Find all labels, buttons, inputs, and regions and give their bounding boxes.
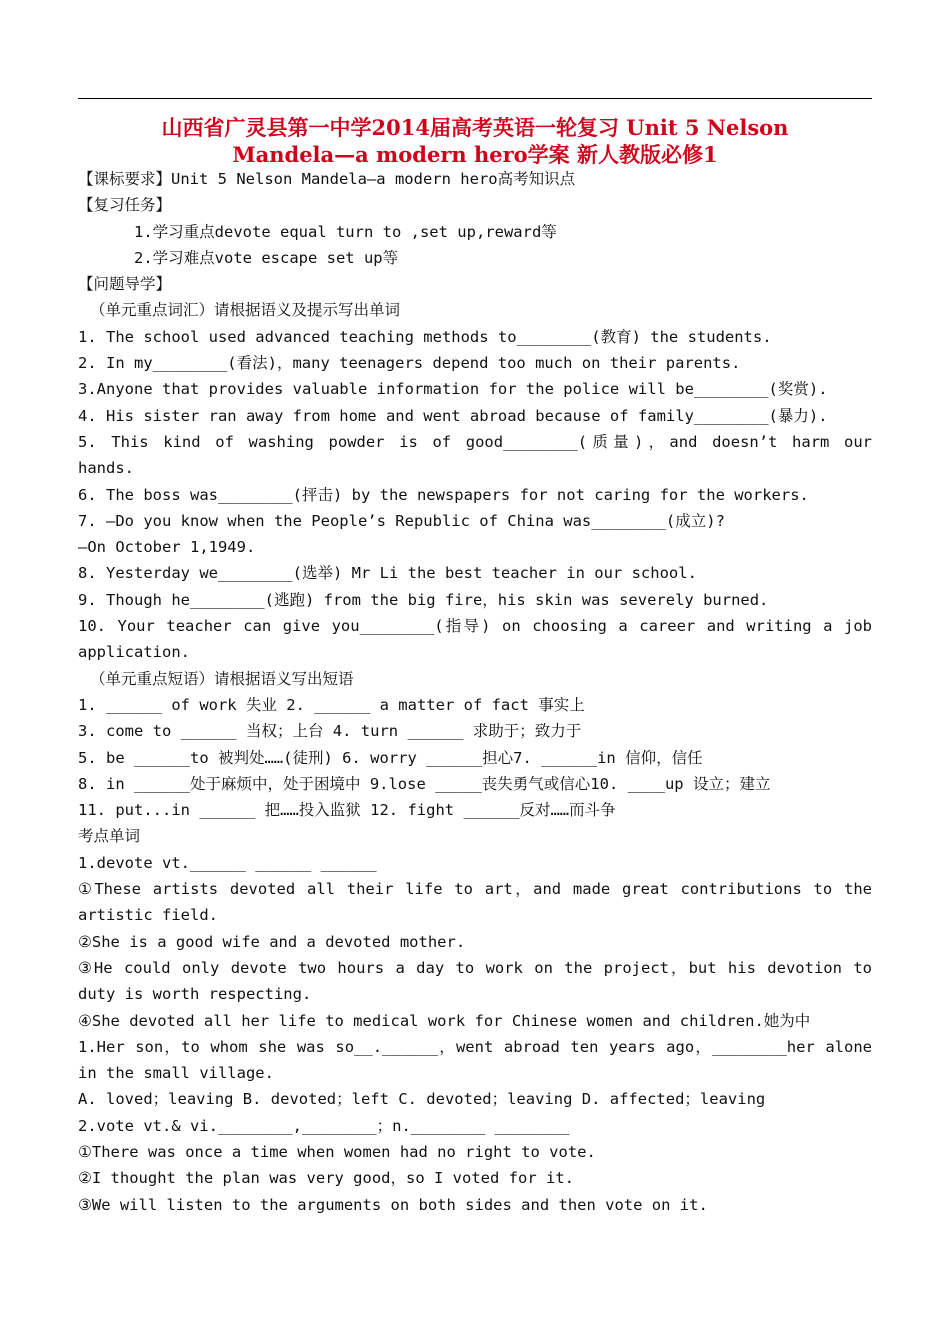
text-line: ①These artists devoted all their life to art，and made great contributions to the (78, 880, 872, 899)
document-title (78, 114, 872, 168)
title-line-1: 山西省广灵县第一中学2014届高考英语一轮复习 Unit 5 Nelson (161, 115, 789, 140)
text-line: 3. come to ______ 当权；上台 4. turn ______ 求助于；致力于 (78, 722, 582, 741)
text-line: 4. His sister ran away from home and went abroad because of family________(暴力). (78, 406, 828, 425)
text-line: 5. be ______to 被判处……(徒刑) 6. worry ______担心7. ______in 信仰，信任 (78, 748, 703, 767)
text-line: artistic field. (78, 906, 218, 925)
text-line: A. loved；leaving B. devoted；left C. devoted；leaving D. affected；leaving (78, 1090, 766, 1109)
text-line: 1.学习重点devote equal turn to ,set up,reward等 (134, 222, 557, 241)
text-line: ②I thought the plan was very good，so I voted for it. (78, 1169, 574, 1188)
text-line: 11. put...in ______ 把……投入监狱 12. fight ______反对……而斗争 (78, 801, 616, 820)
text-line: 3.Anyone that provides valuable information for the police will be________(奖赏). (78, 380, 828, 399)
text-line: duty is worth respecting. (78, 985, 312, 1004)
text-line: in the small village. (78, 1064, 274, 1083)
text-line: 8. Yesterday we________(选举) Mr Li the best teacher in our school. (78, 564, 697, 583)
text-line: （单元重点词汇）请根据语义及提示写出单词 (90, 301, 401, 320)
text-line: 5. This kind of washing powder is of good________(质量)，and doesn’t harm our (78, 432, 872, 451)
text-line: 1. The school used advanced teaching methods to________(教育) the students. (78, 327, 772, 346)
text-line: 【课标要求】Unit 5 Nelson Mandela—a modern hero高考知识点 (78, 170, 576, 188)
text-line: 2.vote vt.& vi.________,________；n.________ ________ (78, 1116, 570, 1135)
title-line-2: Mandela—a modern hero学案 新人教版必修1 (232, 142, 718, 167)
text-line: hands. (78, 459, 134, 478)
text-line: ④She devoted all her life to medical work for Chinese women and children.她为中 (78, 1011, 811, 1030)
header-rule (78, 98, 872, 99)
text-line: 8. in ______处于麻烦中，处于困境中 9.lose _____丧失勇气或信心10. ____up 设立；建立 (78, 774, 771, 793)
text-line: application. (78, 643, 190, 662)
text-line: ①There was once a time when women had no right to vote. (78, 1142, 596, 1161)
text-line: ②She is a good wife and a devoted mother. (78, 932, 466, 951)
document-body (78, 166, 872, 1218)
text-line: 1.Her son，to whom she was so__.______，went abroad ten years ago，________her alone (78, 1037, 872, 1056)
text-line: 2. In my________(看法)，many teenagers depend too much on their parents. (78, 354, 741, 373)
text-line: 1.devote vt.______ ______ ______ (78, 853, 377, 872)
text-line: （单元重点短语）请根据语义写出短语 (90, 669, 354, 688)
text-line: 2.学习难点vote escape set up等 (134, 248, 399, 267)
text-line: ③We will listen to the arguments on both sides and then vote on it. (78, 1195, 708, 1214)
text-line: —On October 1,1949. (78, 538, 256, 557)
text-line: 6. The boss was________(抨击) by the newspapers for not caring for the workers. (78, 485, 809, 504)
text-line: 1. ______ of work 失业 2. ______ a matter of fact 事实上 (78, 695, 585, 714)
text-line: 【复习任务】 (78, 196, 172, 215)
text-line: 考点单词 (78, 827, 141, 846)
text-line: ③He could only devote two hours a day to work on the project，but his devotion to (78, 958, 872, 977)
text-line: 10. Your teacher can give you________(指导) on choosing a career and writing a job (78, 617, 872, 636)
text-line: 【问题导学】 (78, 275, 172, 294)
text-line: 7. —Do you know when the People’s Republic of China was________(成立)? (78, 511, 725, 530)
text-line: 9. Though he________(逃跑) from the big fire，his skin was severely burned. (78, 590, 769, 609)
